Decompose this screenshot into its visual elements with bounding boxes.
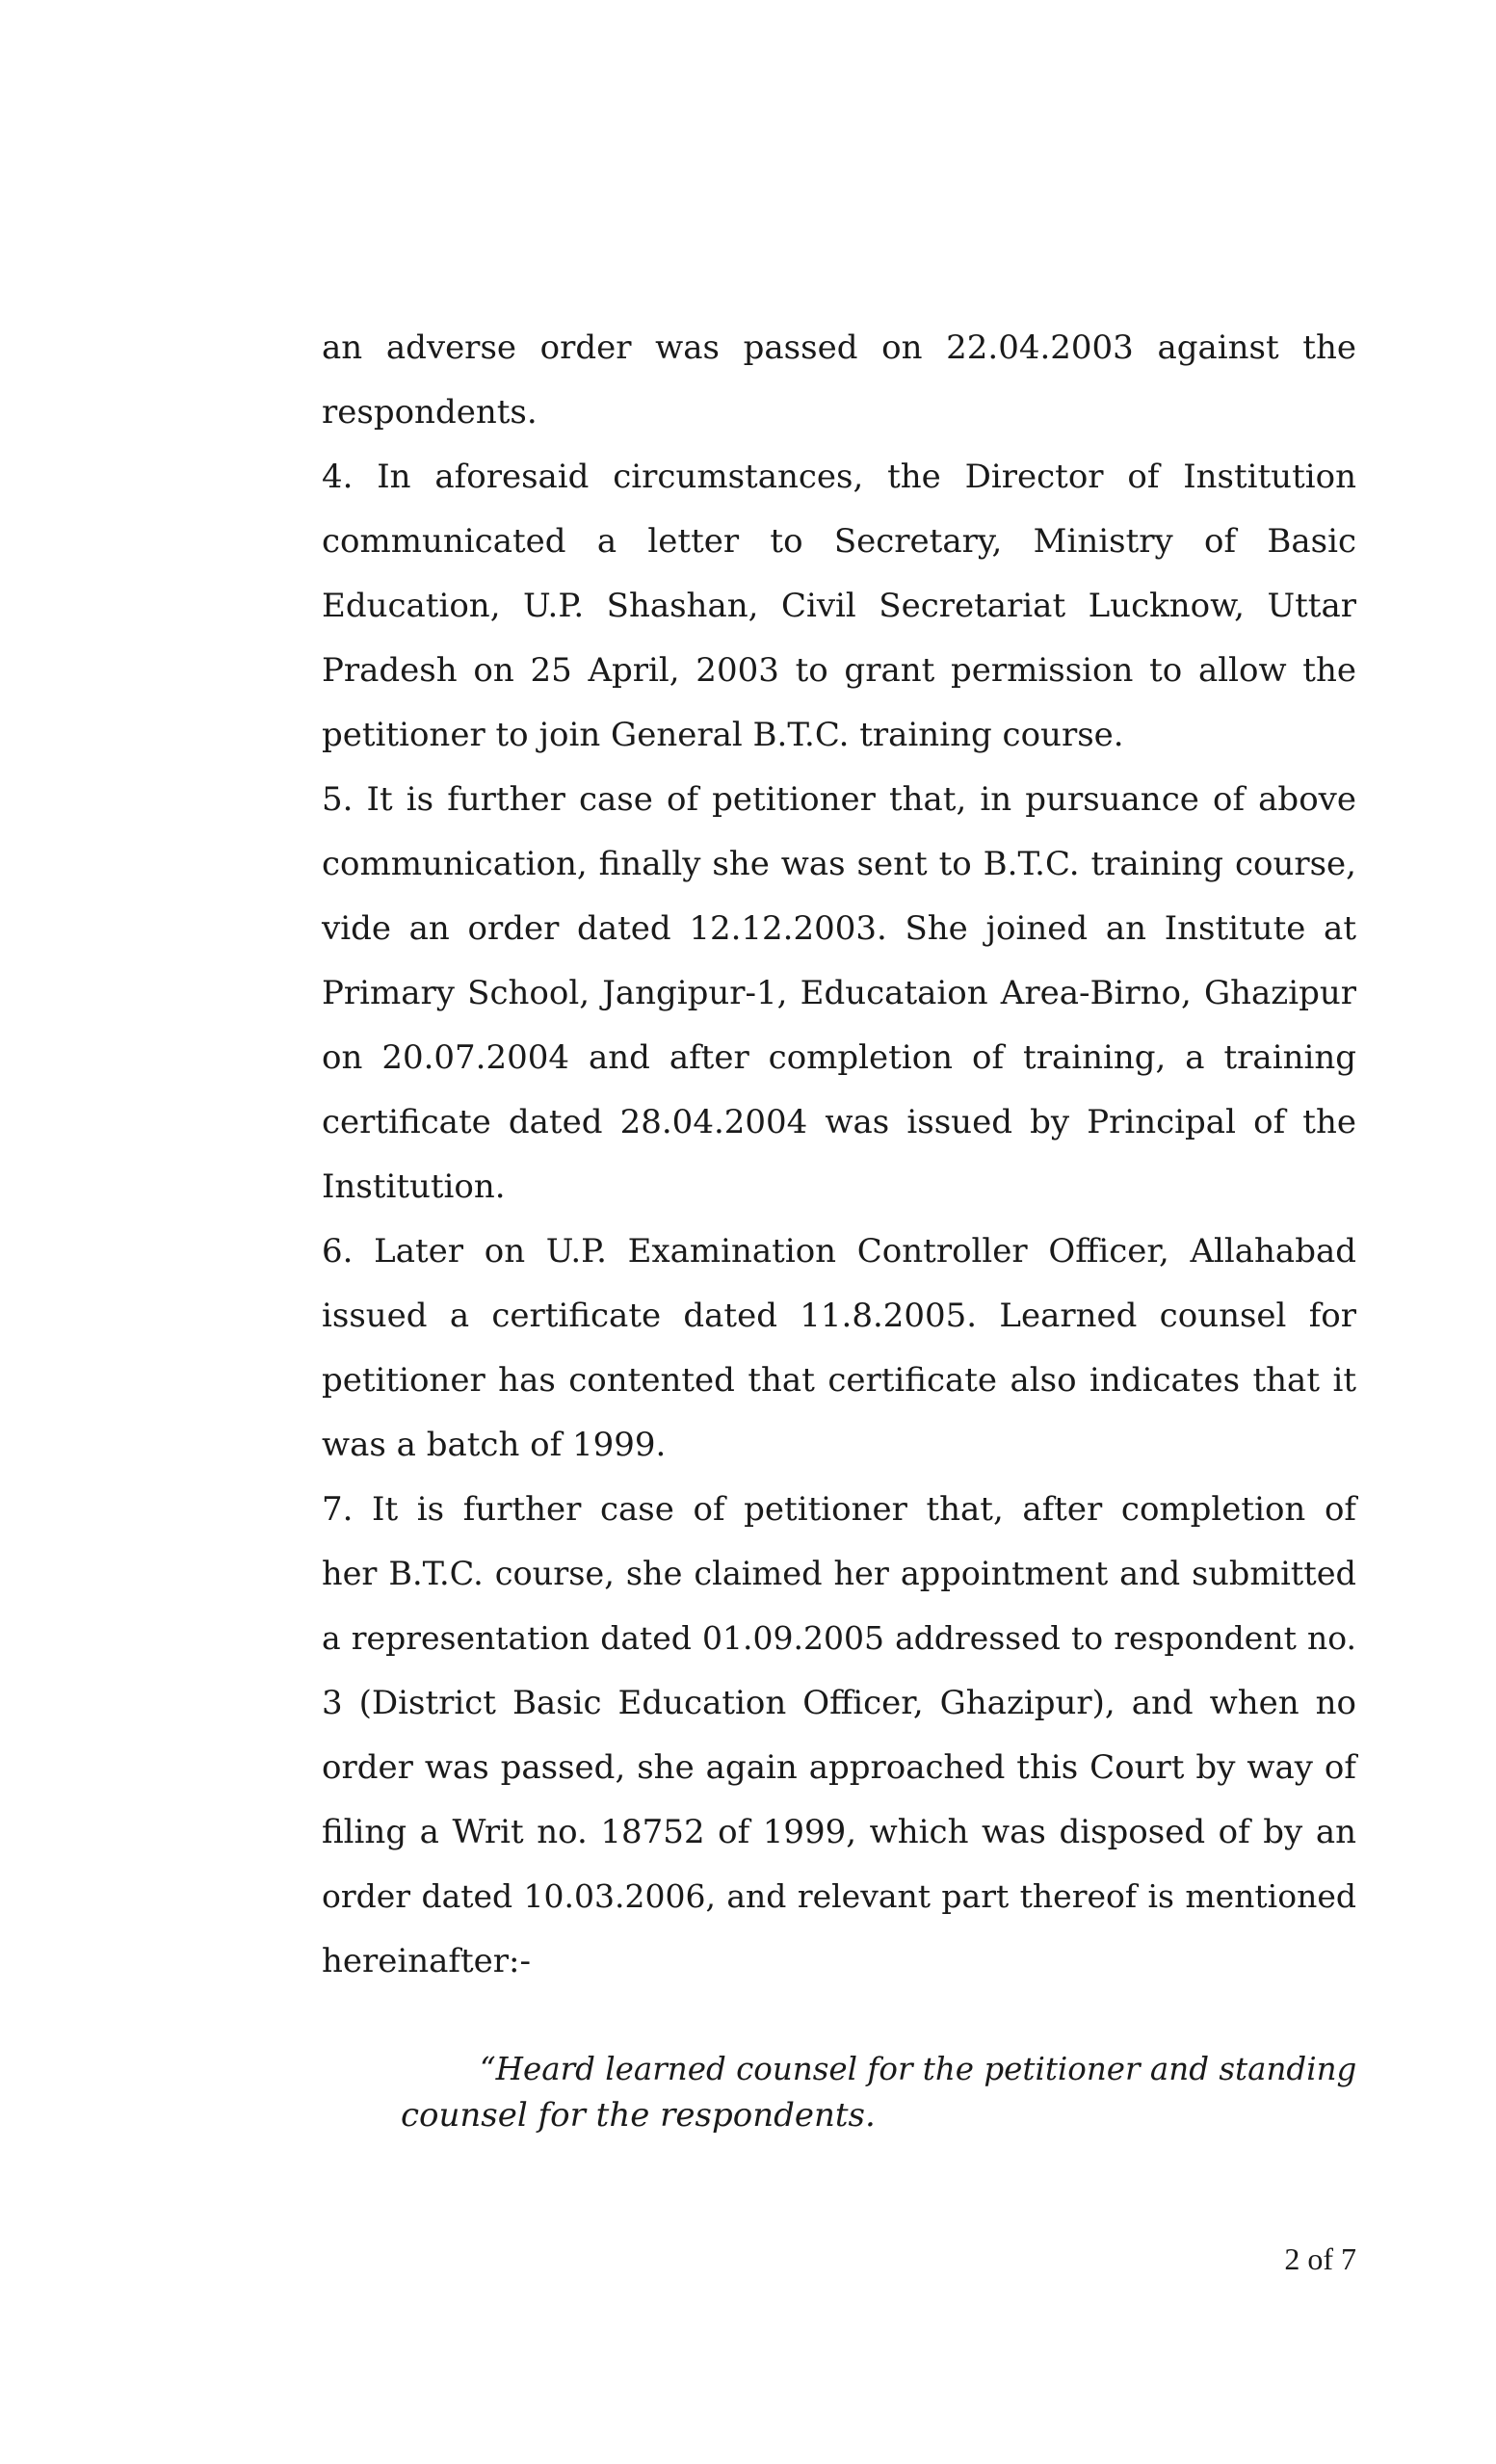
body-line: 3 (District Basic Education Officer, Ghazipur), and when no xyxy=(322,1684,1356,1722)
body-line: issued a certificate dated 11.8.2005. Learned counsel for xyxy=(322,1297,1356,1335)
body-line: 4. In aforesaid circumstances, the Director of Institution xyxy=(322,458,1356,496)
page-number: 2 of 7 xyxy=(1284,2241,1356,2276)
body-line: hereinafter:- xyxy=(322,1942,531,1980)
body-line: vide an order dated 12.12.2003. She joined an Institute at xyxy=(322,909,1356,948)
body-line: her B.T.C. course, she claimed her appointment and submitted xyxy=(322,1555,1356,1592)
body-line: an adverse order was passed on 22.04.2003 against the xyxy=(322,328,1356,367)
body-line: petitioner has contented that certificate also indicates that it xyxy=(322,1361,1356,1400)
body-line: Primary School, Jangipur-1, Educataion Area-Birno, Ghazipur xyxy=(322,974,1356,1012)
body-line: communication, finally she was sent to B.T.C. training course, xyxy=(322,845,1356,883)
body-line: certificate dated 28.04.2004 was issued by Principal of the xyxy=(322,1103,1356,1141)
body-line: 5. It is further case of petitioner that, in pursuance of above xyxy=(322,780,1356,819)
body-line: respondents. xyxy=(322,393,538,432)
body-line: was a batch of 1999. xyxy=(322,1426,667,1464)
body-line: Institution. xyxy=(322,1167,506,1206)
body-line: 6. Later on U.P. Examination Controller Officer, Allahabad xyxy=(322,1232,1356,1271)
body-line: Education, U.P. Shashan, Civil Secretariat Lucknow, Uttar xyxy=(322,587,1356,625)
body-line: Pradesh on 25 April, 2003 to grant permission to allow the xyxy=(322,651,1356,690)
quote-line: “Heard learned counsel for the petitioner and standing xyxy=(480,2051,1357,2087)
body-line: petitioner to join General B.T.C. training course. xyxy=(322,716,1124,754)
body-line: order was passed, she again approached this Court by way of xyxy=(322,1748,1356,1787)
body-line: on 20.07.2004 and after completion of training, a training xyxy=(322,1038,1356,1077)
body-line: 7. It is further case of petitioner that, after completion of xyxy=(322,1490,1356,1529)
body-line: a representation dated 01.09.2005 addressed to respondent no. xyxy=(322,1619,1356,1657)
body-line: communicated a letter to Secretary, Ministry of Basic xyxy=(322,522,1356,561)
body-line: order dated 10.03.2006, and relevant part thereof is mentioned xyxy=(322,1877,1356,1915)
body-line: filing a Writ no. 18752 of 1999, which was disposed of by an xyxy=(322,1813,1356,1851)
quote-line: counsel for the respondents. xyxy=(401,2096,876,2135)
